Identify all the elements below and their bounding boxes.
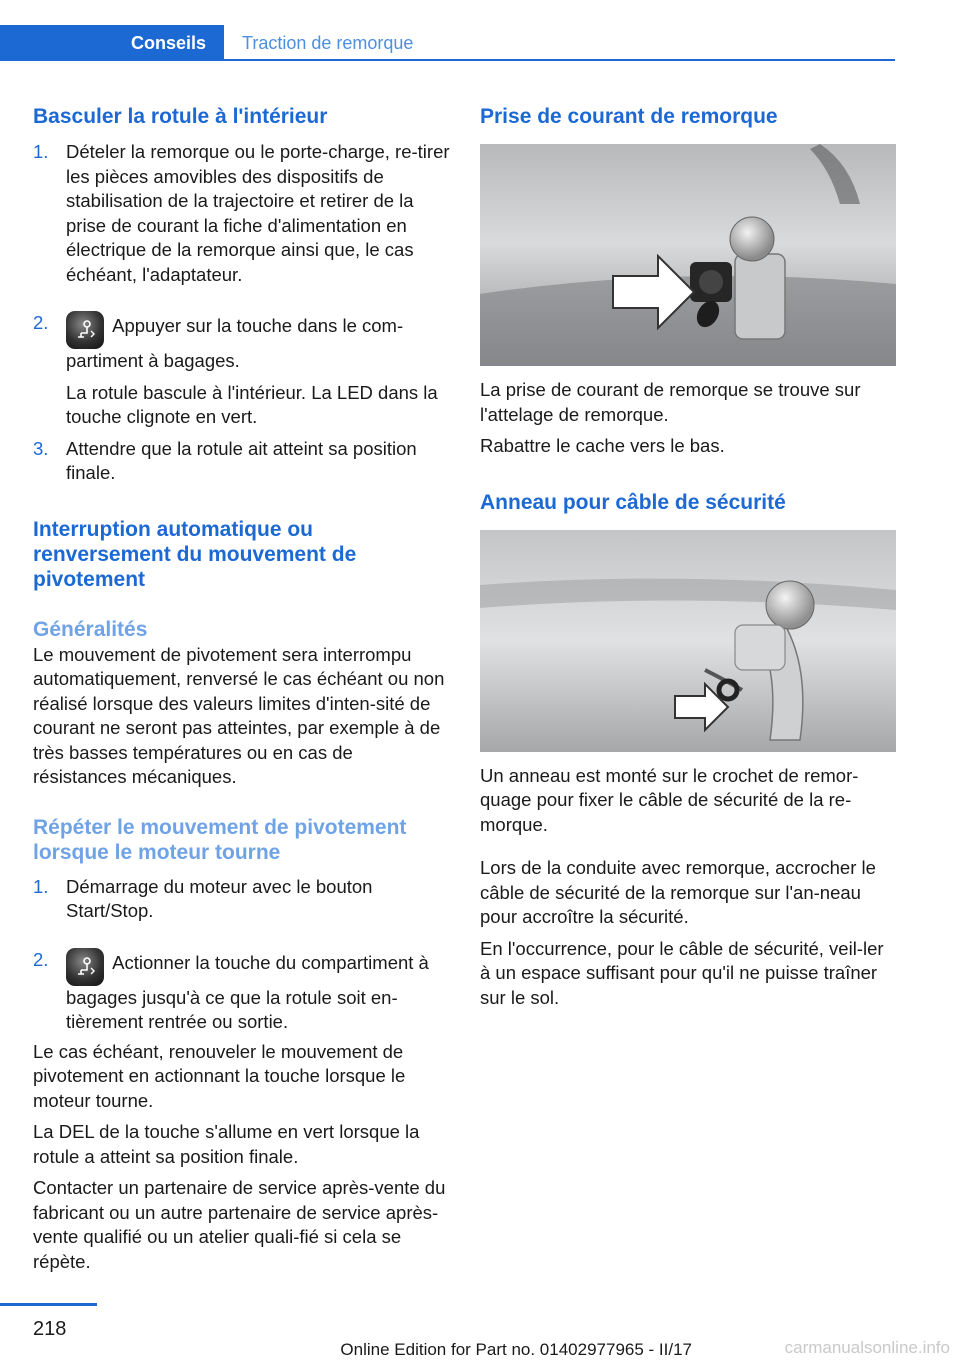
edition-note: Online Edition for Part no. 01402977965 - II/17 <box>340 1340 692 1359</box>
step-number: 2. <box>33 948 49 970</box>
trailer-socket-photo <box>480 144 896 366</box>
step-text: Appuyer sur la touche dans le com-partiment à bagages. <box>66 315 404 371</box>
header-divider <box>224 59 895 61</box>
heading-interruption: Interruption automatique ou renversement du mouvement de pivotement <box>33 517 357 591</box>
step-text: Actionner la touche du compartiment à bagages jusqu'à ce que la rotule soit en-tièrement rentrée ou sortie. <box>66 951 429 1032</box>
steps-repeter <box>33 875 450 1035</box>
paragraph-del: La DEL de la touche s'allume en vert lorsque la rotule a atteint sa position finale. <box>33 1121 420 1167</box>
paragraph-generalites: Le mouvement de pivotement sera interrompu automatiquement, renversé le cas échéant ou non réalisé lorsque des valeurs limites d'inten-sité de courant ne seront pas atteintes, par exemple à de très basses températures ou en cas de résistances mécaniques. <box>33 643 445 787</box>
list-item <box>33 948 450 1035</box>
safety-cable-ring-photo <box>480 530 896 752</box>
trailer-hitch-button-icon <box>66 311 104 349</box>
trailer-hitch-button-icon <box>66 948 104 986</box>
left-column <box>33 100 450 1274</box>
step-number: 1. <box>33 875 49 897</box>
tab-traction-de-remorque[interactable] <box>242 25 413 61</box>
paragraph-anneau-2: Lors de la conduite avec remorque, accrocher le câble de sécurité de la remorque sur l'an-neau pour accroître la sécurité. <box>480 857 876 927</box>
step-number: 1. <box>33 141 49 162</box>
step-subtext: La rotule bascule à l'intérieur. La LED dans la touche clignote en vert. <box>66 381 438 427</box>
heading-prise: Prise de courant de remorque <box>480 105 778 128</box>
step-text: Dételer la remorque ou le porte-charge, re-tirer les pièces amovibles des dispositifs de stabilisation de la trajectoire et retirer de la prise de courant la fiche d'alimentation en électrique de la remorque ainsi que, le cas échéant, l'adaptateur. <box>66 141 450 285</box>
step-text: Démarrage du moteur avec le bouton Start/Stop. <box>66 875 373 921</box>
list-item <box>33 875 450 924</box>
step-text: Attendre que la rotule ait atteint sa position finale. <box>66 437 417 483</box>
steps-basculer <box>33 140 450 486</box>
heading-basculer: Basculer la rotule à l'intérieur <box>33 105 328 128</box>
tab-traction-label: Traction de remorque <box>242 32 414 53</box>
paragraph-contacter: Contacter un partenaire de service après-vente du fabricant ou un autre partenaire de service après-vente qualifié ou un atelier quali-fié si cela se répète. <box>33 1177 446 1272</box>
right-column <box>480 100 896 1010</box>
heading-anneau: Anneau pour câble de sécurité <box>480 490 786 514</box>
footer-divider <box>0 1303 97 1306</box>
paragraph-anneau-3: En l'occurrence, pour le câble de sécurité, veil-ler à un espace suffisant pour qu'il ne puisse traîner sur le sol. <box>480 937 884 1008</box>
heading-generalites: Généralités <box>33 617 148 641</box>
paragraph-prise-2: Rabattre le cache vers le bas. <box>480 435 725 456</box>
tab-conseils[interactable] <box>0 25 224 61</box>
tab-conseils-label: Conseils <box>130 32 206 53</box>
paragraph-renouveler: Le cas échéant, renouveler le mouvement de pivotement en actionnant la touche lorsque le moteur tourne. <box>33 1040 406 1111</box>
watermark: carmanualsonline.info <box>784 1338 950 1357</box>
list-item <box>33 140 450 287</box>
list-item <box>33 311 450 430</box>
paragraph-prise-1: La prise de courant de remorque se trouve sur l'attelage de remorque. <box>480 379 861 425</box>
paragraph-anneau-1: Un anneau est monté sur le crochet de remor-quage pour fixer le câble de sécurité de la re-morque. <box>480 764 859 835</box>
step-number: 2. <box>33 312 49 333</box>
heading-repeter: Répéter le mouvement de pivotement lorsque le moteur tourne <box>33 815 407 864</box>
list-item <box>33 437 450 486</box>
step-number: 3. <box>33 437 49 459</box>
page-number: 218 <box>33 1318 67 1340</box>
